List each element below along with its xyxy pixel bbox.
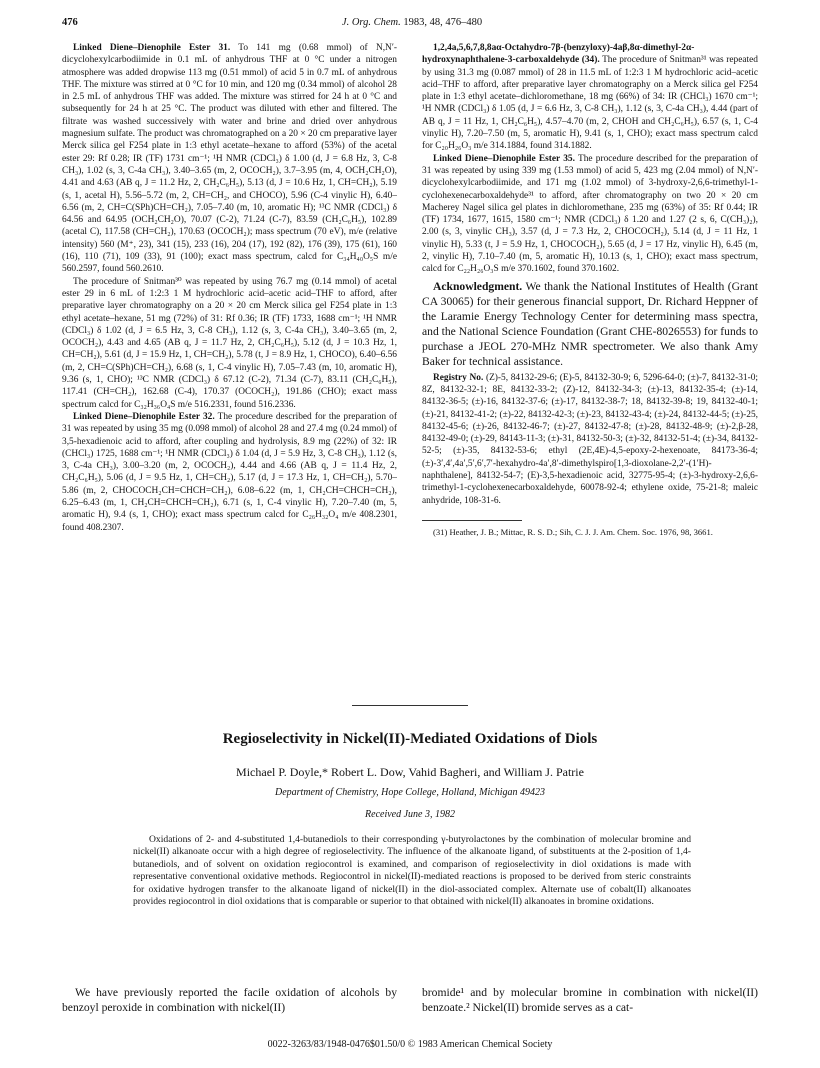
ester-31-text: To 141 mg (0.68 mmol) of N,N′-dicyclohexylcarbodiimide in 0.1 mL of anhydrous THF at 0 °C under a nitrogen atmosphere was added dropwise 113 mg (0.51 mmol) of acid 5 in 0.7 mL of anhydrous THF. The mixture was stirred at 0 °C for 10 min, and 120 mg (0.34 mmol) of alcohol 28 in 2.5 mL of anhydrous THF was added. The mixture was stirred for 24 h at 0 °C and subsequently for 24 h at 25 °C. The product was diluted with ether and filtered. The filtrate was washed successively with water and brine and dried over anhydrous magnesium sulfate. The product was chromatographed on a 20 × 20 cm preparative layer Merck silica gel F254 plate in 1:3 ethyl acetate–hexane to afford (53%) of the acetal ester 29: Rf 0.28; IR (TF) 1731 cm⁻¹; ¹H NMR (CDCl₃) δ 1.00 (d, J = 6.8 Hz, 3, C-8 CH₃), 1.02 (s, 3, C-4a CH₃), 3.40–3.65 (m, 2, OCOCH₂), 3.7–3.95 (m, 4, OCH₂CH₂O), 4.41 and 4.63 (AB q, J = 11.2 Hz, 2, CH₂C₆H₅), 5.13 (d, J = 10.6 Hz, 1, CH=CH₂), 5.19 (s, 1, acetal H), 5.56–5.72 (m, 2, CH=CH₂, and CHOCO), 5.96 (C-4 vinylic H), 6.40–6.56 (m, 2, CH=C(SPh)CH=CH₂), 7.05–7.40 (m, 10, aromatic H); ¹³C NMR (CDCl₃) δ 64.56 and 64.95 (OCH₂CH₂O), 70.07 (C-2), 71.24 (C-7), 83.59 (CH₂C₆H₅), 102.89 (acetal C), 117.58 (CH=CH₂), 170.63 (OCOCH₂); mass spectrum (70 eV), m/e (relative intensity) 560 (M⁺, 23), 341 (15), 233 (16), 204 (17), 192 (82), 176 (39), 175 (61), 160 (16), 110 (71), 109 (33), 91 (100); exact mass spectrum, calcd for C₃₄H₄₀O₅S m/e 560.2597, found 560.2610.: [62, 43, 397, 275]
ester-35-heading: Linked Diene–Dienophile Ester 35.: [433, 153, 575, 164]
ester-32-text: The procedure described for the preparation of 31 was repeated by using 35 mg (0.098 mmol) of alcohol 28 and 27.4 mg (0.24 mmol) of 3,5-hexadienoic acid to afford, after coupling and hydrolysis, 8.9 mg (22%) of 32: IR (CHCl₃) 1725, 1688 cm⁻¹; ¹H NMR (CDCl₃) δ 1.04 (d, J = 5.9 Hz, 3, C-8 CH₃), 1.12 (s, 3, C-4a CH₃), 3.00–3.20 (m, 2, OCOCH₂), 4.44 and 4.66 (AB q, J = 11.4 Hz, 2, CH₂C₆H₅), 5.06 (d, J = 9.5 Hz, 1, CH=CH₂), 5.17 (d, J = 17.3 Hz, 1, CH=CH₂), 5.70–5.86 (m, 2, CHOCOCH₂CH=CHCH=CH₂), 6.08–6.22 (m, 1, CH₂CH=CHCH=CH₂), 6.25–6.43 (m, 1, CH₂CH=CHCH=CH₂), 6.71 (s, 1, C-4 vinylic H), 7.20–7.40 (m, 5, aromatic H), 9.4 (s, 1, CHO); exact mass spectrum calcd for C₂₆H₃₂O₄ m/e 408.2301, found 408.2307.: [62, 411, 397, 533]
ester-31-paragraph: [62, 42, 397, 276]
running-header: [62, 17, 762, 33]
snitman-paragraph: [62, 276, 397, 411]
page-footer: 0022-3263/83/1948-0476$01.50/0 © 1983 American Chemical Society: [267, 1039, 553, 1050]
page-number: 476: [62, 17, 78, 28]
intro-right-text: bromide¹ and by molecular bromine in combination with nickel(II) benzoate.² Nickel(II) bromide serves as a cat-: [422, 986, 758, 1014]
right-column: [422, 42, 758, 538]
compound-34-heading: 1,2,4a,5,6,7,8,8aα-Octahydro-7β-(benzyloxy)-4aβ,8α-dimethyl-2α-hydroxynaphthalene-3-carboxaldehyde (34).: [422, 43, 695, 66]
acknowledgment-heading: Acknowledgment.: [433, 279, 523, 293]
ester-35-paragraph: [422, 153, 758, 276]
ester-31-heading: Linked Diene–Dienophile Ester 31.: [73, 43, 231, 53]
article-abstract: Oxidations of 2- and 4-substituted 1,4-butanediols to their corresponding γ-butyrolactones by the combination of molecular bromine and nickel(II) alkanoate occur with a high degree of regioselectivity. The influence of the alkanoate ligand, of substituents at the 2-position of 1,4-butanediols, and of solvent on oxidation regiocontrol is examined, and comparison of regioselectivity in diol oxidations is made with representative conventional oxidative methods. Regiocontrol in nickel(II)-mediated reactions is proposed to be derived from steric constraints for oxidative hydrogen transfer to the alkanoate ligand of nickel(II) in the diol-associated complex. Alternate use of cobalt(II) alkanoates provides regiocontrol in diol oxidations that is comparable or superior to that obtained with nickel(II) alkanoates in bromine oxidations.: [133, 834, 691, 908]
footnote-rule: [422, 520, 522, 521]
snitman-text: The procedure of Snitman³⁰ was repeated by using 76.7 mg (0.14 mmol) of acetal ester 29 in 6 mL of 1:2:3 1 M hydrochloric acid–acetic acid–THF to afford, after preparative layer chromatography on a 20 × 20 cm Merck silica gel F254 plate in 1:3 ethyl acetate–hexane, 51 mg (72%) of 31: Rf 0.36; IR (TF) 1733, 1688 cm⁻¹; ¹H NMR (CDCl₃) δ 1.02 (d, J = 6.5 Hz, 3, C-8 CH₃), 1.12 (s, 3, C-4a CH₃), 3.40–3.65 (m, 2, OCOCH₂), 4.43 and 4.65 (AB q, J = 11.7 Hz, 2, CH₂C₆H₅), 5.12 (d, J = 10.3 Hz, 1, CH=CH₂), 5.61 (d, J = 15.9 Hz, 1, CH=CH₂), 5.78 (t, J = 8.9 Hz, 1, CHOCO), 6.40–6.56 (m, 2, CH=C(SPh)CH=CH₂), 6.68 (s, 1, C-4 vinylic H), 7.05–7.43 (m, 10, aromatic H), 9.36 (s, 1, CHO); ¹³C NMR (CDCl₃) δ 67.12 (C-2), 71.34 (C-7), 83.11 (CH₂C₆H₅), 117.41 (CH=CH₂), 162.68 (C-4), 170.37 (OCOCH₂), 191.86 (CHO); exact mass spectrum calcd for C₃₂H₃₆O₄S m/e 516.2331, found 516.2336.: [62, 276, 397, 410]
article-title: Regioselectivity in Nickel(II)-Mediated Oxidations of Diols: [222, 731, 598, 747]
footnote-31: (31) Heather, J. B.; Mittac, R. S. D.; Sih, C. J. J. Am. Chem. Soc. 1976, 98, 3661.: [433, 526, 713, 537]
article-affiliation: Department of Chemistry, Hope College, Holland, Michigan 49423: [275, 787, 545, 798]
ester-32-paragraph: [62, 411, 397, 534]
ester-35-text: The procedure described for the preparation of 31 was repeated by using 339 mg (1.53 mmol) of acid 5, 423 mg (2.04 mmol) of N,N′-dicyclohexylcarbodiimide, and 171 mg (1.02 mmol) of 3-hydroxy-2,6,6-trimethyl-1-cyclohexenecarboxaldehyde³¹ to afford, after chromatography on two 20 × 20 cm Macherey Nagel silica gel plates in dichloromethane, 235 mg (63%) of 35: Rf 0.44; IR (TF) 1734, 1677, 1615, 1580 cm⁻¹; NMR (CDCl₃) δ 1.20 and 1.27 (2 s, 6, C(CH₃)₂), 2.00 (s, 3, vinylic CH₃), 3.57 (d, J = 7.3 Hz, 2, CHOCOCH₂), 5.14 (d, J = 11 Hz, 1 vinylic H), 5.33 (t, J = 5.9 Hz, 1, CHOCOCH₂), 5.65 (d, J = 17 Hz, vinylic H), 6.45 (m, 2, vinylic H), 7.10–7.40 (m, 5, aromatic H), 10.13 (s, 1, CHO); exact mass spectrum, calcd for C₂₂H₂₆O₃S m/e 370.1602, found 370.1602.: [422, 153, 758, 275]
journal-citation: [62, 17, 762, 28]
intro-left-text: We have previously reported the facile oxidation of alcohols by benzoyl peroxide in combination with nickel(II): [62, 986, 397, 1014]
article-authors: Michael P. Doyle,* Robert L. Dow, Vahid Bagheri, and William J. Patrie: [236, 765, 584, 779]
journal-name: J. Org. Chem.: [341, 17, 401, 28]
acknowledgment-paragraph: [422, 279, 758, 369]
acknowledgment-text: We thank the National Institutes of Health (Grant CA 30065) for their generous financial support, Dr. Richard Heppner of the Laramie Energy Technology Center for determining mass spectra, and the National Science Foundation (Grant CHE-8026553) for funds to purchase a JEOL 270-MHz NMR spectrometer. We also thank Amy Baker for technical assistance.: [422, 279, 758, 368]
registry-paragraph: [422, 372, 758, 507]
journal-volume: 1983, 48, 476–480: [403, 17, 483, 28]
registry-text: (Z)-5, 84132-29-6; (E)-5, 84132-30-9; 6, 5296-64-0; (±)-7, 84132-31-0; 8Z, 84132-32-1; 8E, 84132-33-2; (Z)-12, 84132-34-3; (±)-13, 84132-35-4; (±)-14, 84132-36-5; (±)-16, 84132-37-6; (±)-17, 84132-38-7; 18, 84132-39-8; 19, 84132-40-1; (±)-21, 84132-41-2; (±)-22, 84132-42-3; (±)-23, 84132-43-4; (±)-24, 84132-44-5; (±)-25, 84132-45-6; (±)-26, 84132-46-7; (±)-27, 84132-47-8; (±)-28, 84132-48-9; (±)-2,β-28, 84132-49-0; (±)-29, 84143-11-3; (±)-31, 84132-50-3; (±)-32, 84132-51-4; (±)-34, 84132-52-5; (±)-35, 84132-53-6; ethyl (2E,4E)-4,5-epoxy-2-hexenoate, 84173-36-4; (±)-3′,4′,4a′,5′,6′,7′-hexahydro-4a′,8′-dimethylspiro[1,3-dioxolane-2,2′-(1′H)-naphthalene], 84132-54-7; (E)-3,5-hexadienoic acid, 32775-95-4; (±)-3-hydroxy-2,6,6-trimethyl-1-cyclohexenecarboxaldehyde, 60078-92-4; ethylene oxide, 75-21-8; maleic anhydride, 108-31-6.: [422, 372, 759, 506]
compound-34-text: The procedure of Snitman³¹ was repeated by using 31.3 mg (0.087 mmol) of 28 in 11.5 mL of 1:2:3 1 M hydrochloric acid–acetic acid–THF to afford, after preparative layer chromatography on a Merck silica gel F254 plate in 1:3 ethyl acetate–dichloromethane, 18 mg (66%) of 34: IR (CHCl₃) 1670 cm⁻¹; ¹H NMR (CDCl₃) δ 1.05 (d, J = 6.6 Hz, 3, C-8 CH₃), 1.12 (s, 3, C-4a CH₃), 4.44 (part of AB q, J = 11 Hz, 1, CH₂C₆H₅), 4.57–4.70 (m, 2, CHOH and CH₂C₆H₅), 6.57 (s, 1, C-4 vinylic H), 7.20–7.50 (m, 5, aromatic H), 9.41 (s, 1, CHO); exact mass spectrum calcd for C₂₀H₂₆O₃ m/e 314.1884, found 314.1882.: [422, 55, 758, 152]
registry-heading: Registry No.: [433, 372, 484, 383]
article-divider: [352, 705, 468, 706]
received-date: Received June 3, 1982: [365, 809, 455, 820]
compound-34-paragraph: [422, 42, 758, 153]
ester-32-heading: Linked Diene–Dienophile Ester 32.: [73, 411, 215, 422]
left-column: [62, 42, 397, 534]
